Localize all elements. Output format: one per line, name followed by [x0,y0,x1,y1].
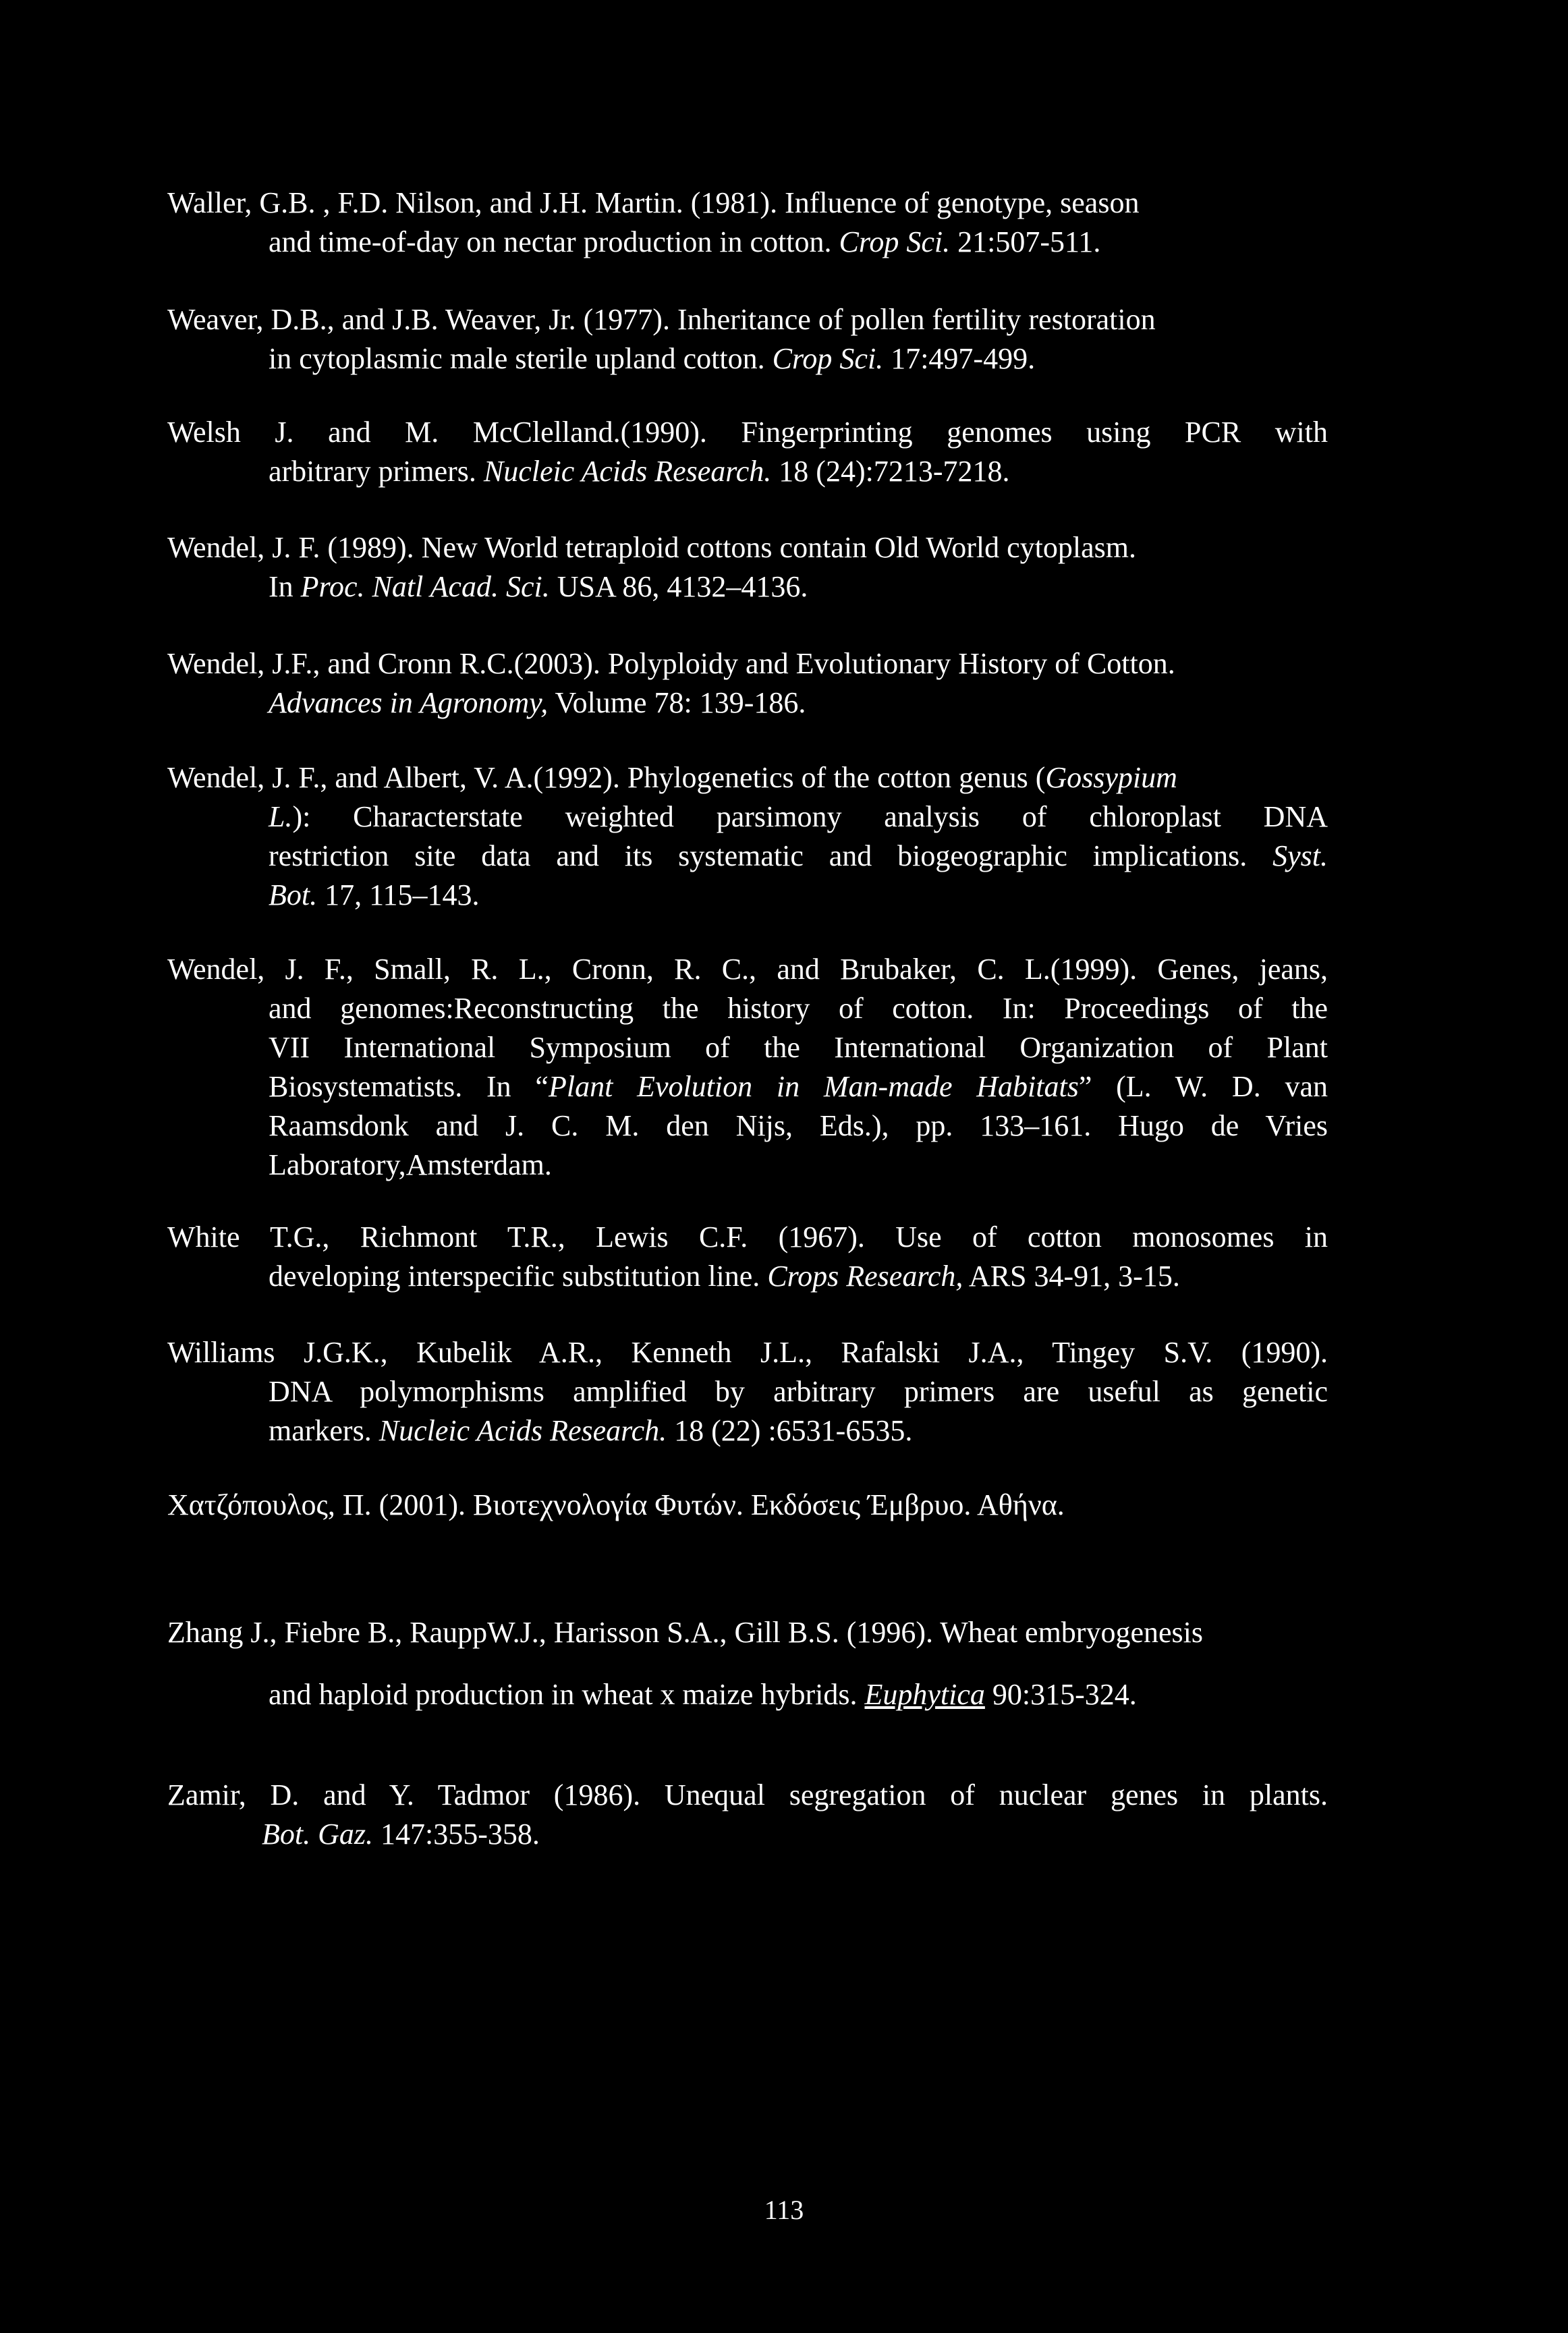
reference-line: and time-of-day on nectar production in cotton. Crop Sci. 21:507-511. [269,225,1101,258]
reference-line: DNA polymorphisms amplified by arbitrary primers are useful as genetic [269,1375,1328,1408]
reference-line: Χατζόπουλος, Π. (2001). Βιοτεχνολογία Φυτών. Εκδόσεις Έμβρυο. Αθήνα. [167,1488,1065,1521]
reference-entry [167,184,1328,262]
reference-entry [167,758,1328,915]
page-number: 113 [764,2195,804,2225]
reference-line: Welsh J. and M. McClelland.(1990). Fingerprinting genomes using PCR with [167,416,1328,449]
reference-line: and genomes:Reconstructing the history of cotton. In: Proceedings of the [269,992,1328,1025]
reference-line: Weaver, D.B., and J.B. Weaver, Jr. (1977). Inheritance of pollen fertility restoration [167,303,1156,336]
reference-entry [167,1333,1328,1451]
reference-entry [167,1776,1328,1854]
reference-line: Zhang J., Fiebre B., RauppW.J., Harisson S.A., Gill B.S. (1996). Wheat embryogenesis [167,1616,1203,1649]
reference-entry [167,950,1328,1185]
reference-entry [167,300,1328,378]
reference-line: Wendel, J.F., and Cronn R.C.(2003). Polyploidy and Evolutionary History of Cotton. [167,647,1175,680]
reference-line: Zamir, D. and Y. Tadmor (1986). Unequal segregation of nuclear genes in plants. [167,1778,1328,1811]
reference-line: and haploid production in wheat x maize hybrids. Euphytica 90:315-324. [269,1678,1137,1711]
reference-line: Laboratory,Amsterdam. [269,1148,552,1181]
reference-line: Bot. 17, 115–143. [269,878,480,911]
reference-line: Wendel, J. F. (1989). New World tetraploid cottons contain Old World cytoplasm. [167,531,1136,564]
reference-line: Williams J.G.K., Kubelik A.R., Kenneth J.L., Rafalski J.A., Tingey S.V. (1990). [167,1336,1328,1369]
reference-line: L.): Characterstate weighted parsimony analysis of chloroplast DNA [269,800,1328,833]
reference-line: markers. Nucleic Acids Research. 18 (22) :6531-6535. [269,1414,913,1447]
reference-line: Bot. Gaz. 147:355-358. [262,1818,540,1851]
reference-entry [167,1486,1328,1525]
reference-line: Advances in Agronomy, Volume 78: 139-186. [269,686,806,719]
reference-entry [167,413,1328,491]
reference-line: Waller, G.B. , F.D. Nilson, and J.H. Martin. (1981). Influence of genotype, season [167,186,1140,219]
reference-line: restriction site data and its systematic and biogeographic implications. Syst. [269,839,1328,872]
reference-line: VII International Symposium of the International Organization of Plant [269,1031,1328,1064]
reference-line: Wendel, J. F., and Albert, V. A.(1992). Phylogenetics of the cotton genus (Gossypium [167,761,1177,794]
reference-line: in cytoplasmic male sterile upland cotton. Crop Sci. 17:497-499. [269,342,1036,375]
reference-line: Biosystematists. In “Plant Evolution in Man-made Habitats” (L. W. D. van [269,1070,1328,1103]
reference-line: In Proc. Natl Acad. Sci. USA 86, 4132–4136. [269,570,808,603]
reference-line: Wendel, J. F., Small, R. L., Cronn, R. C., and Brubaker, C. L.(1999). Genes, jeans, [167,953,1328,986]
reference-line: White T.G., Richmont T.R., Lewis C.F. (1967). Use of cotton monosomes in [167,1220,1328,1254]
reference-entry [167,1218,1328,1296]
reference-entry [167,1602,1328,1726]
reference-line: developing interspecific substitution line. Crops Research, ARS 34-91, 3-15. [269,1260,1180,1293]
reference-entry [167,528,1328,607]
reference-line: arbitrary primers. Nucleic Acids Research. 18 (24):7213-7218. [269,455,1010,488]
reference-line: Raamsdonk and J. C. M. den Nijs, Eds.), pp. 133–161. Hugo de Vries [269,1109,1328,1142]
reference-entry [167,644,1328,723]
